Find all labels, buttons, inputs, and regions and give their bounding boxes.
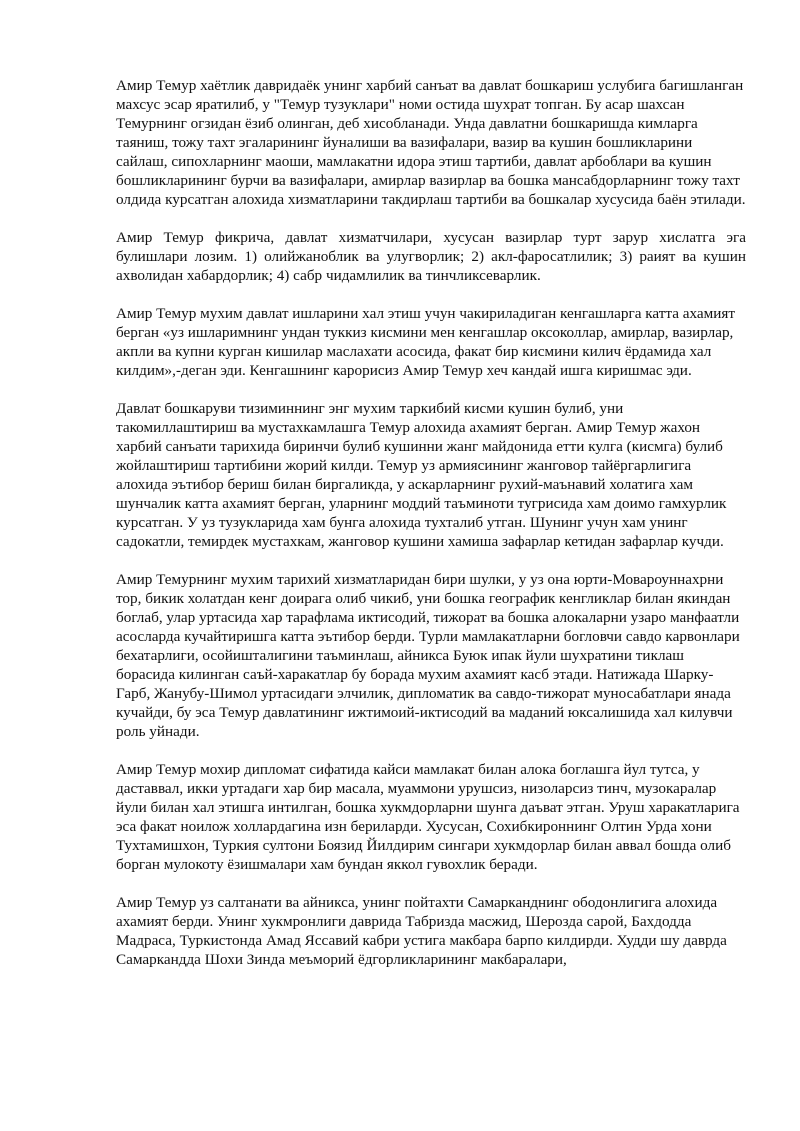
- paragraph-army: Давлат бошкаруви тизиминнинг энг мухим таркибий кисми кушин булиб, уни такомиллаштириш ва мустахкамлашга Темур алохида ахамият берган. Амир Темур жахон харбий санъати тарихида биринчи булиб кушинни жанг майдонида етти кулга (кисмга) булиб жойлаштириш тартибини жорий килди. Темур уз армиясининг жанговор тайёргарлигига алохида эътибор бериш билан биргаликда, у аскарларнинг рухий-маънавий холатига хам шунчалик катта ахамият берган, уларнинг моддий таъминоти тугрисида хам доимо гамхурлик курсатган. У уз тузукларида хам бунга алохида тухталиб утган. Шунинг учун хам унинг садокатли, темирдек мустахкам, жанговор кушини хамиша зафарлар кетидан зафарлар кучди.: [116, 400, 727, 550]
- paragraph-vazir-qualities: Амир Темур фикрича, давлат хизматчилари, хусусан вазирлар турт зарур хислатга эга булишлари лозим. 1) олийжаноблик ва улугворлик; 2) акл-фаросатлилик; 3) раият ва кушин ахволидан хабардорлик; 4) сабр чидамлилик ва тинчликсеварлик.: [116, 229, 746, 284]
- document-page: [116, 76, 746, 988]
- paragraph-trade: Амир Темурнинг мухим тарихий хизматларидан бири шулки, у уз она юрти-Мовароуннахрни тор, бикик холатдан кенг доирага олиб чикиб, уни бошка географик кенгликлар билан якиндан боглаб, улар уртасида хар тарафлама иктисодий, тижорат ва бошка алокаларни узаро манфаатли асосларда кучайтиришга катта эътибор берди. Турли мамлакатларни богловчи савдо карвонлари бехатарлиги, осойишталигини таъминлаш, айникса Буюк ипак йули шухратини тиклаш борасида килинган саъй-харакатлар бу борада мухим ахамият касб этади. Натижада Шарку-Гарб, Жанубу-Шимол уртасидаги элчилик, дипломатик ва савдо-тижорат муносабатлари янада кучайди, бу эса Темур давлатининг ижтимоий-иктисодий ва маданий юксалишида хал килувчи роль уйнади.: [116, 571, 740, 740]
- paragraph-tuzuklar: Амир Темур хаётлик давридаёк унинг харбий санъат ва давлат бошкариш услубига багишланган махсус эсар яратилиб, у "Темур тузуклари" номи остида шухрат топган. Бу асар шахсан Темурнинг огзидан ёзиб олинган, деб хисобланади. Унда давлатни бошкаришда кимларга таяниш, тожу тахт эгаларининг йуналиши ва вазифалари, вазир ва кушин бошликларини сайлаш, сипохларнинг маоши, мамлакатни идора этиш тартиби, давлат арбоблари ва кушин бошликларининг бурчи ва вазифалари, амирлар вазирлар ва бошка мансабдорларнинг тожу тахт олдида курсатган алохида хизматларини такдирлаш тартиби ва бошкалар хусусида баён этилади.: [116, 77, 746, 208]
- paragraph-diplomacy: Амир Темур мохир дипломат сифатида кайси мамлакат билан алока боглашга йул тутса, у даставвал, икки уртадаги хар бир масала, муаммони урушсиз, низоларсиз тинч, музокаралар йули билан хал этишга интилган, бошка хукмдорларни шунга даъват этган. Уруш харакатларига эса факат ноилож холлардагина изн бериларди. Хусусан, Сохибкироннинг Олтин Урда хони Тухтамишхон, Туркия султони Боязид Йилдирим сингари хукмдорлар билан аввал бошда олиб борган мулокоту ёзишмалари хам бундан яккол гувохлик беради.: [116, 761, 740, 873]
- paragraph-architecture: Амир Темур уз салтанати ва айникса, унинг пойтахти Самарканднинг ободонлигига алохида ахамият берди. Унинг хукмронлиги даврида Табризда масжид, Шерозда сарой, Бахдодда Мадраса, Туркистонда Амад Яссавий кабри устига макбара барпо килдирди. Худди шу даврда Самаркандда Шохи Зинда меъморий ёдгорликларининг макбаралари,: [116, 894, 727, 968]
- paragraph-kengash: Амир Темур мухим давлат ишларини хал этиш учун чакириладиган кенгашларга катта ахамият берган «уз ишларимнинг ундан туккиз кисмини мен кенгашлар оксоколлар, амирлар, вазирлар, акпли ва купни курган кишилар маслахати асосида, факат бир кисмини килич ёрдамида хал килдим»,-деган эди. Кенгашнинг карорисиз Амир Темур хеч кандай ишга киришмас эди.: [116, 305, 735, 379]
